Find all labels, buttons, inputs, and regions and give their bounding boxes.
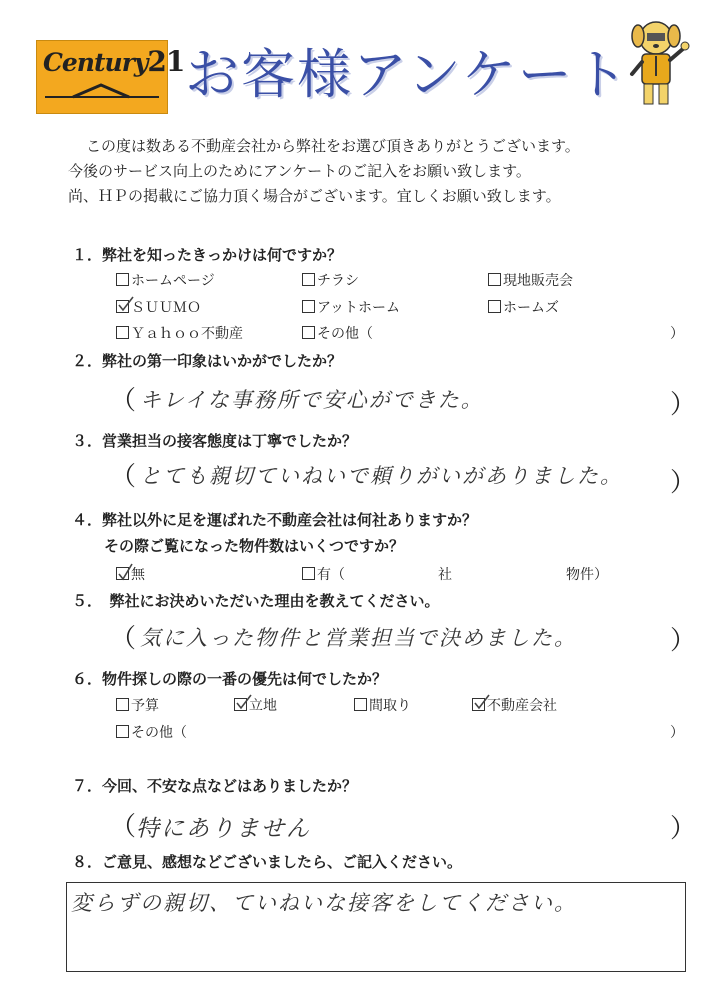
option-label: ホームズ [503,300,559,316]
question-3-label: ３．営業担当の接客態度は丁寧でしたか？ [72,432,358,450]
option-label: ホームページ [131,273,215,289]
q4-option-yes[interactable] [302,564,345,584]
q1-close-paren: ） [670,326,684,342]
checkbox-checked[interactable] [116,567,129,580]
q4-option-none[interactable] [116,564,145,584]
q6-option-budget[interactable] [116,695,159,715]
question-1-label: １．弊社を知ったきっかけは何ですか？ [72,246,343,264]
q5-close-paren: ） [670,626,697,656]
option-label: 無 [131,567,145,583]
checkbox[interactable] [302,326,315,339]
page-title: お客様アンケート [185,43,630,106]
q1-option-homepage[interactable] [116,270,215,290]
q4-unit-company: 社 [438,567,452,583]
q7-close-paren: ） [670,814,697,844]
q3-open-paren: （ [110,462,137,492]
q6-option-location[interactable] [234,695,277,715]
checkbox[interactable] [354,698,367,711]
intro-line-3: 尚、ＨＰの掲載にご協力頂く場合がございます。宜しくお願い致します。 [68,187,561,205]
logo-roof-icon [43,81,161,109]
option-label: 立地 [249,698,277,714]
q6-option-floorplan[interactable] [354,695,411,715]
q1-option-flyer[interactable] [302,270,359,290]
option-label: 間取り [369,698,411,714]
checkbox-checked[interactable] [234,698,247,711]
check-mark-icon [473,694,491,712]
option-label: 現地販売会 [503,273,573,289]
question-5-label: ５． 弊社にお決めいただいた理由を教えてください。 [72,592,440,610]
q1-option-athome[interactable] [302,297,400,317]
question-4-label-1: ４．弊社以外に足を運ばれた不動産会社は何社ありますか？ [72,511,478,529]
q1-option-suumo[interactable] [116,297,201,317]
q7-answer-handwritten: 特にありません [136,816,311,842]
q6-option-agency[interactable] [472,695,557,715]
q1-option-yahoo[interactable] [116,323,243,343]
intro-line-1: この度は数ある不動産会社から弊社をお選び頂きありがとうございます。 [86,137,580,155]
question-4-label-2: その際ご覧になった物件数はいくつですか？ [104,537,405,555]
check-mark-icon [117,563,135,583]
question-7-label: ７．今回、不安な点などはありましたか？ [72,777,358,795]
checkbox[interactable] [116,273,129,286]
option-label: Ｙａｈｏｏ不動産 [131,326,243,342]
q3-answer-handwritten: とても親切ていねいで頼りがいがありました。 [140,464,623,488]
check-mark-icon [117,296,135,314]
q1-option-homes[interactable] [488,297,559,317]
comment-box[interactable] [66,882,686,972]
logo-text: Century [43,48,148,77]
checkbox[interactable] [488,273,501,286]
q5-answer-handwritten: 気に入った物件と営業担当で決めました。 [140,626,577,650]
century21-logo [36,40,185,114]
q2-open-paren: （ [110,386,137,416]
checkbox[interactable] [302,300,315,313]
logo-number: 21 [147,45,185,78]
checkbox[interactable] [488,300,501,313]
mascot-dog-icon [618,16,694,112]
q1-option-other[interactable] [302,323,373,343]
q5-open-paren: （ [110,624,137,654]
q6-close-paren: ） [670,725,684,741]
q8-answer-handwritten: 変らずの親切、ていねいな接客をしてください。 [71,891,577,915]
q6-option-other[interactable] [116,722,187,742]
checkbox[interactable] [116,698,129,711]
option-label: その他（ [317,326,373,342]
checkbox[interactable] [116,326,129,339]
q7-open-paren: （ [110,812,137,842]
option-label: ＳＵＵＭＯ [131,300,201,316]
option-label: アットホーム [317,300,401,316]
option-label: 有（ [317,567,345,583]
q1-option-open-house[interactable] [488,270,573,290]
check-mark-icon [235,694,253,712]
logo-wordmark [43,45,185,78]
option-label: チラシ [317,273,359,289]
option-label: 予算 [131,698,159,714]
checkbox[interactable] [116,725,129,738]
question-2-label: ２．弊社の第一印象はいかがでしたか？ [72,352,343,370]
checkbox-checked[interactable] [472,698,485,711]
checkbox-checked[interactable] [116,300,129,313]
q2-answer-handwritten: キレイな事務所で安心ができた。 [140,388,484,412]
question-8-label: ８．ご意見、感想などございましたら、ご記入ください。 [72,853,463,871]
question-6-label: ６．物件探しの際の一番の優先は何でしたか？ [72,670,388,688]
option-label: その他（ [131,725,187,741]
q3-close-paren: ） [670,468,697,498]
option-label: 不動産会社 [487,698,557,714]
checkbox[interactable] [302,567,315,580]
checkbox[interactable] [302,273,315,286]
q4-unit-property: 物件） [566,567,608,583]
intro-line-2: 今後のサービス向上のためにアンケートのご記入をお願い致します。 [68,162,531,180]
q2-close-paren: ） [670,390,697,420]
